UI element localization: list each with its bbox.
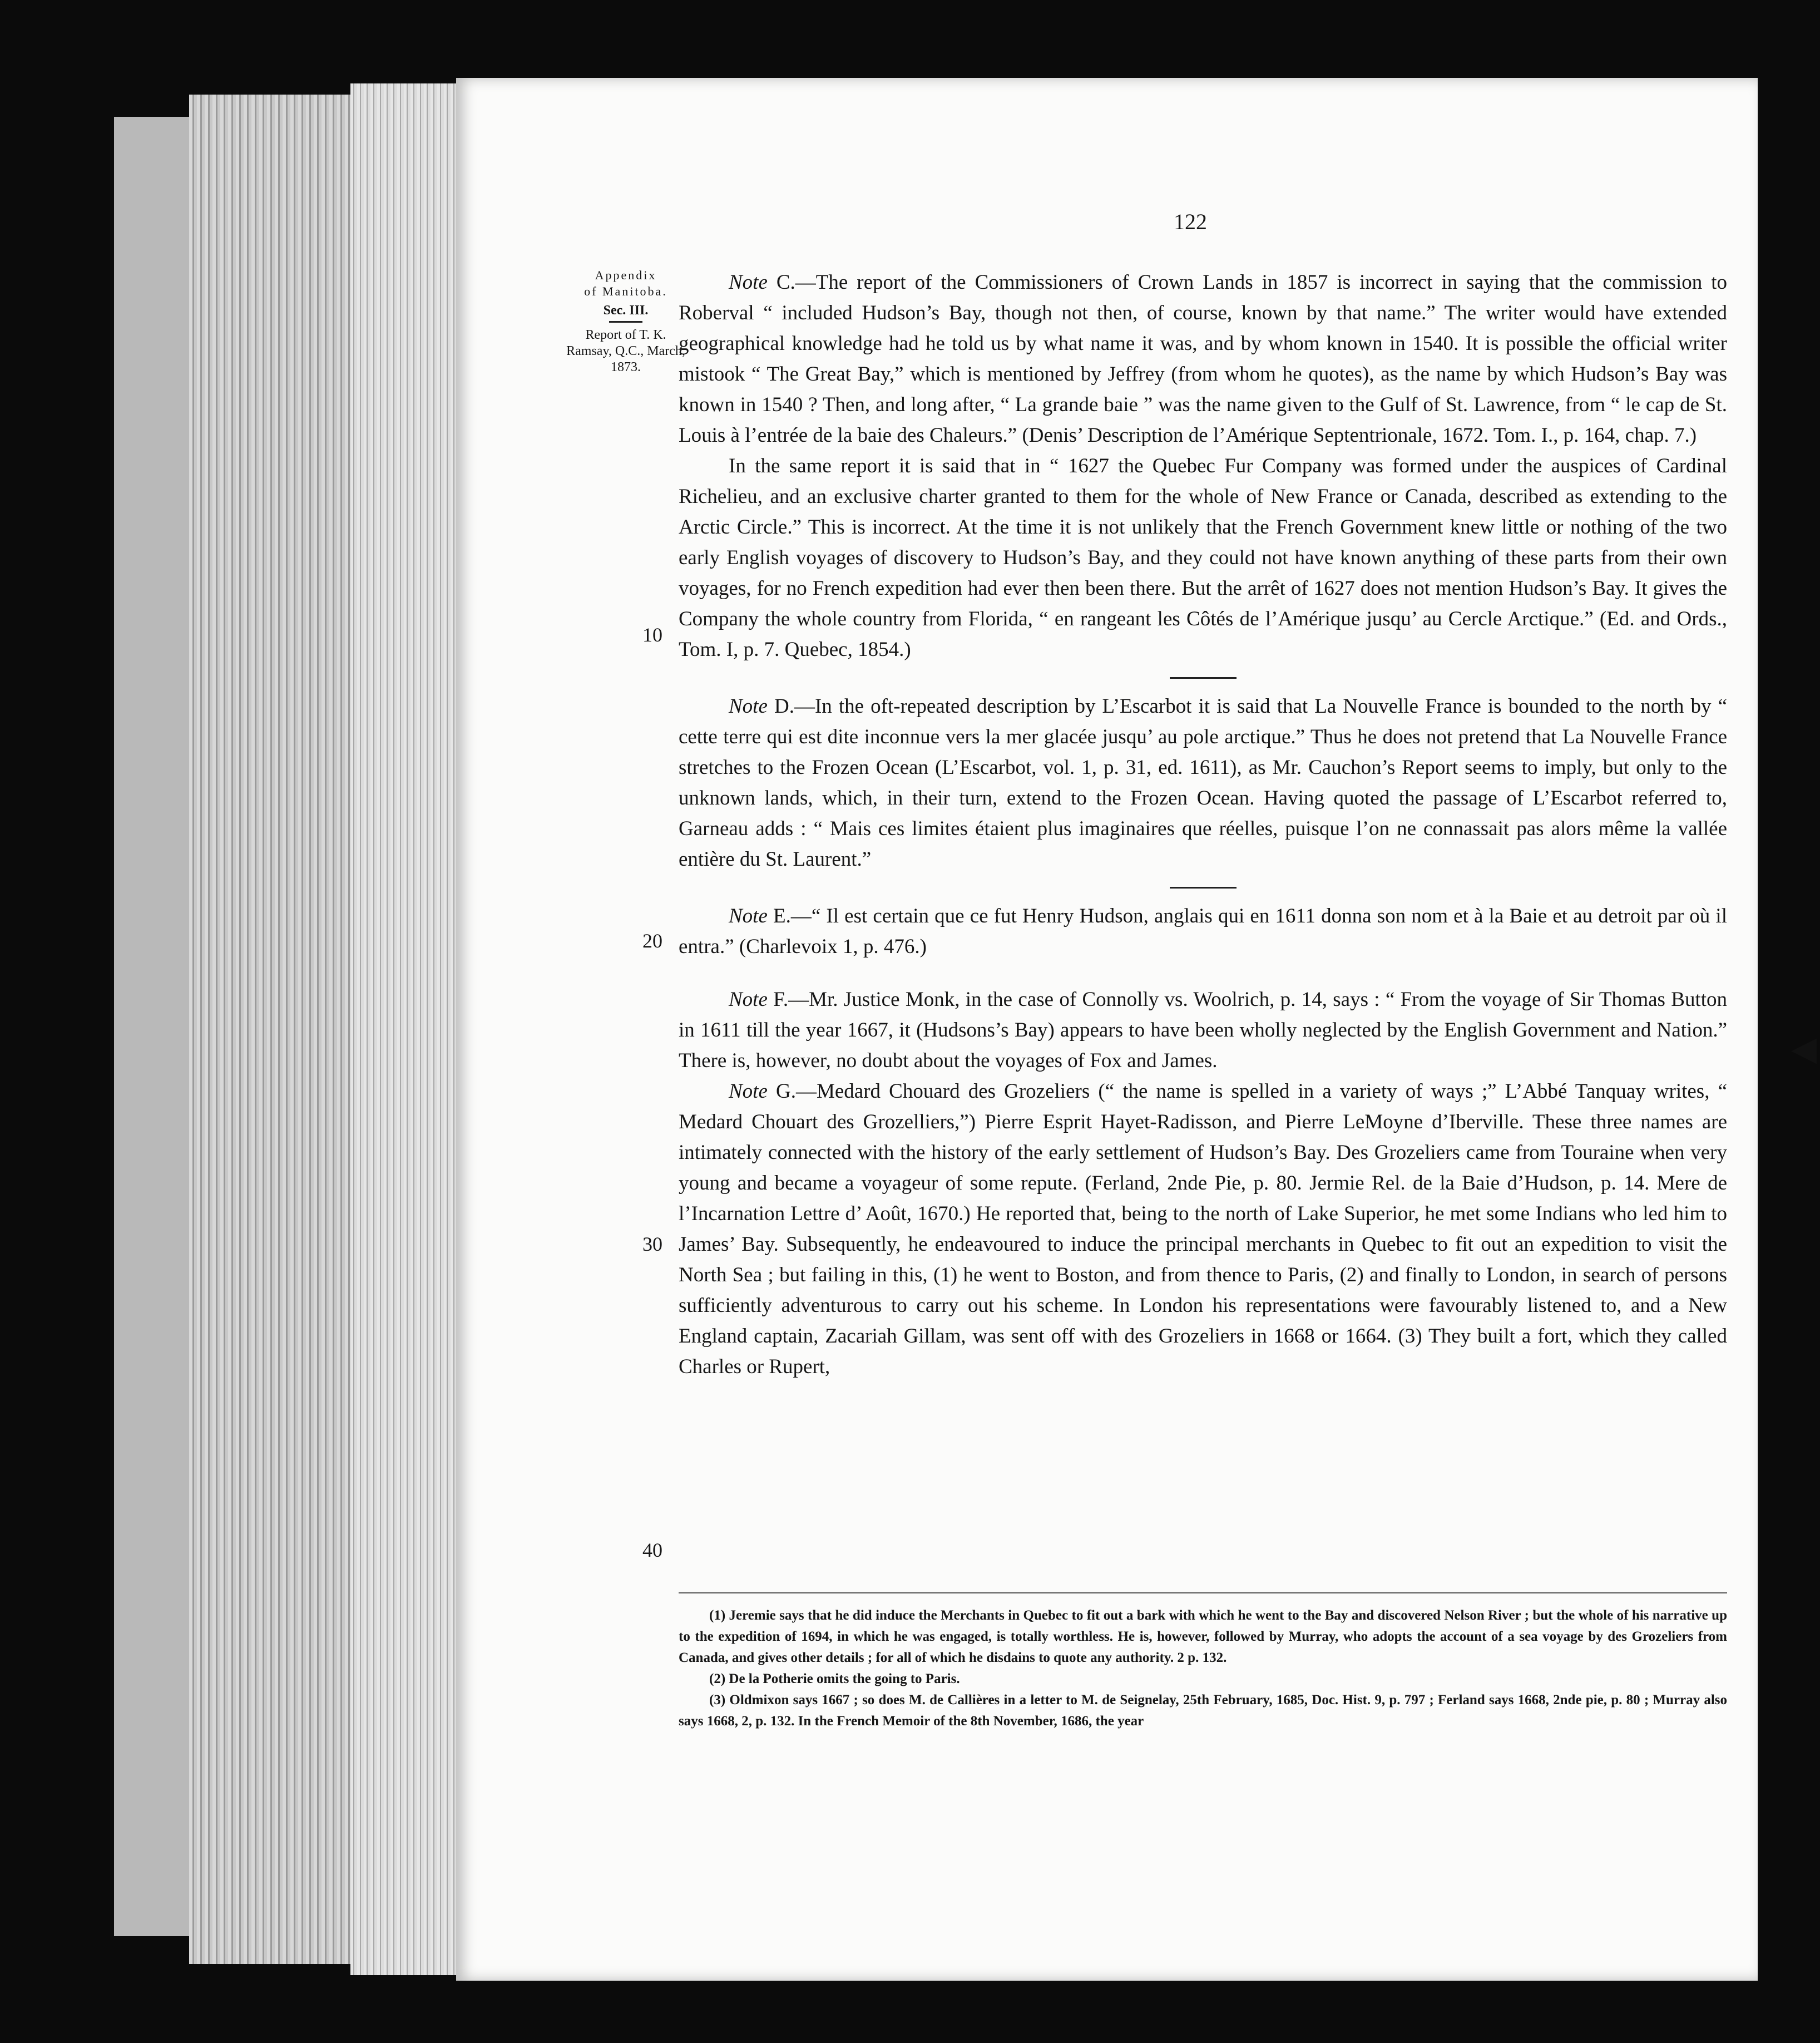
main-text: [679, 267, 1727, 1382]
divider: [1170, 677, 1237, 679]
note-label: Note: [729, 988, 768, 1011]
footnote-rule: [679, 1592, 1727, 1593]
paragraph-note-g: Note G.—Medard Chouard des Grozeliers (“ the name is spelled in a variety of ways ;” L’Abbé Tanquay writes, “ Medard Chouart des Grozelliers,”) Pierre Esprit Hayet-Radisson, and Pierre LeMoyne d’Iberville. These three names are intimately connected with the history of the early settlement of Hudson’s Bay. Des Grozeliers came from Touraine when very young and became a voyageur of some repute. (Ferland, 2nde Pie, p. 80. Jermie Rel. de la Baie d’Hudson, p. 14. Mere de l’Incarnation Lettre d’ Août, 1670.) He reported that, being to the north of Lake Superior, he met some Indians who led him to James’ Bay. Subsequently, he endeavoured to induce the principal merchants in Quebec to fit out an expedition to visit the North Sea ; but failing in this, (1) he went to Boston, and from thence to Paris, (2) and finally to London, in search of persons sufficiently adventurous to carry out his scheme. In London his representations were favourably listened to, and a New England captain, Zacariah Gillam, was sent off with des Grozeliers in 1668 or 1664. (3) They built a fort, which they called Charles or Rupert,: [679, 1080, 1727, 1378]
page-edges: [189, 95, 367, 1964]
margin-section: Sec. III.: [603, 303, 649, 318]
book-page: [456, 78, 1758, 1981]
note-label: Note: [729, 905, 768, 927]
page-edges-inner: [350, 83, 462, 1975]
scan-marker-icon: ◀: [1791, 1030, 1817, 1067]
margin-note: [562, 267, 690, 376]
note-label: Note: [729, 695, 768, 718]
line-number-20: 20: [642, 930, 662, 952]
paragraph-quebec-fur-company: In the same report it is said that in “ 1627 the Quebec Fur Company was formed under the auspices of Cardinal Richelieu, and an exclusive charter granted to them for the whole of New France or Canada, described as extending to the Arctic Circle.” This is incorrect. At the time it is not unlikely that the French Government knew little or nothing of the two early English voyages of discovery to Hudson’s Bay, and they could not have known anything of these parts from their own voyages, for no French expedition had ever then been there. But the arrêt of 1627 does not mention Hudson’s Bay. It gives the Company the whole country from Florida, “ en rangeant les Côtés de l’Amérique jusqu’ au Cercle Arctique.” (Ed. and Ords., Tom. I, p. 7. Quebec, 1854.): [679, 455, 1727, 661]
margin-appendix: Appendix: [595, 268, 657, 282]
footnotes: [679, 1605, 1727, 1732]
line-number-30: 30: [642, 1233, 662, 1255]
note-label: Note: [729, 271, 768, 294]
divider: [1170, 887, 1237, 889]
line-number-40: 40: [642, 1539, 662, 1561]
page-number: 122: [1174, 209, 1207, 234]
line-number-10: 10: [642, 624, 662, 646]
margin-rule: [609, 321, 642, 323]
footnote-2: (2) De la Potherie omits the going to Paris.: [709, 1671, 960, 1686]
margin-manitoba: of Manitoba.: [584, 284, 667, 298]
paragraph-note-c: Note C.—The report of the Commissioners of Crown Lands in 1857 is incorrect in saying that the commission to Roberval “ included Hudson’s Bay, though not then, of course, known by that name.” The writer would have extended geographical knowledge had he told us by what name it was, and by whom known in 1540. It is possible the official writer mistook “ The Great Bay,” which is mentioned by Jeffrey (from whom he quotes), as the name by which Hudson’s Bay was known in 1540 ? Then, and long after, “ La grande baie ” was the name given to the Gulf of St. Lawrence, from “ le cap de St. Louis à l’entrée de la baie des Chaleurs.” (Denis’ Description de l’Amérique Septentrionale, 1672. Tom. I., p. 164, chap. 7.): [679, 271, 1727, 447]
margin-report: Report of T. K. Ramsay, Q.C., March, 1873.: [566, 328, 685, 374]
footnote-3: (3) Oldmixon says 1667 ; so does M. de Callières in a letter to M. de Seignelay, 25th February, 1685, Doc. Hist. 9, p. 797 ; Ferland says 1668, 2nde pie, p. 80 ; Murray also says 1668, 2, p. 132. In the French Memoir of the 8th November, 1686, the year: [679, 1692, 1727, 1729]
note-label: Note: [729, 1080, 768, 1103]
paragraph-note-d: Note D.—In the oft-repeated description by L’Escarbot it is said that La Nouvelle France is bounded to the north by “ cette terre qui est dite inconnue vers la mer glacée jusqu’ au pole arctique.” Thus he does not pretend that La Nouvelle France stretches to the Frozen Ocean (L’Escarbot, vol. 1, p. 31, ed. 1611), as Mr. Cauchon’s Report seems to imply, but only to the unknown lands, which, in their turn, extend to the Frozen Ocean. Having quoted the passage of L’Escarbot referred to, Garneau adds : “ Mais ces limites étaient plus imaginaires que réelles, puisque l’on ne connassait pas alors même la vallée entière du St. Laurent.”: [679, 695, 1727, 871]
paragraph-note-e: Note E.—“ Il est certain que ce fut Henry Hudson, anglais qui en 1611 donna son nom et à la Baie et au detroit par où il entra.” (Charlevoix 1, p. 476.): [679, 905, 1727, 958]
footnote-1: (1) Jeremie says that he did induce the Merchants in Quebec to fit out a bark with which he went to the Bay and discovered Nelson River ; but the whole of his narrative up to the expedition of 1694, in which he was engaged, is totally worthless. He is, however, followed by Murray, who adopts the account of a sea voyage by des Grozeliers from Canada, and gives other details ; for all of which he disdains to quote any authority. 2 p. 132.: [679, 1608, 1727, 1665]
paragraph-note-f: Note F.—Mr. Justice Monk, in the case of Connolly vs. Woolrich, p. 14, says : “ From the voyage of Sir Thomas Button in 1611 till the year 1667, it (Hudsons’s Bay) appears to have been wholly neglected by the English Government and Nation.” There is, however, no doubt about the voyages of Fox and James.: [679, 988, 1727, 1072]
